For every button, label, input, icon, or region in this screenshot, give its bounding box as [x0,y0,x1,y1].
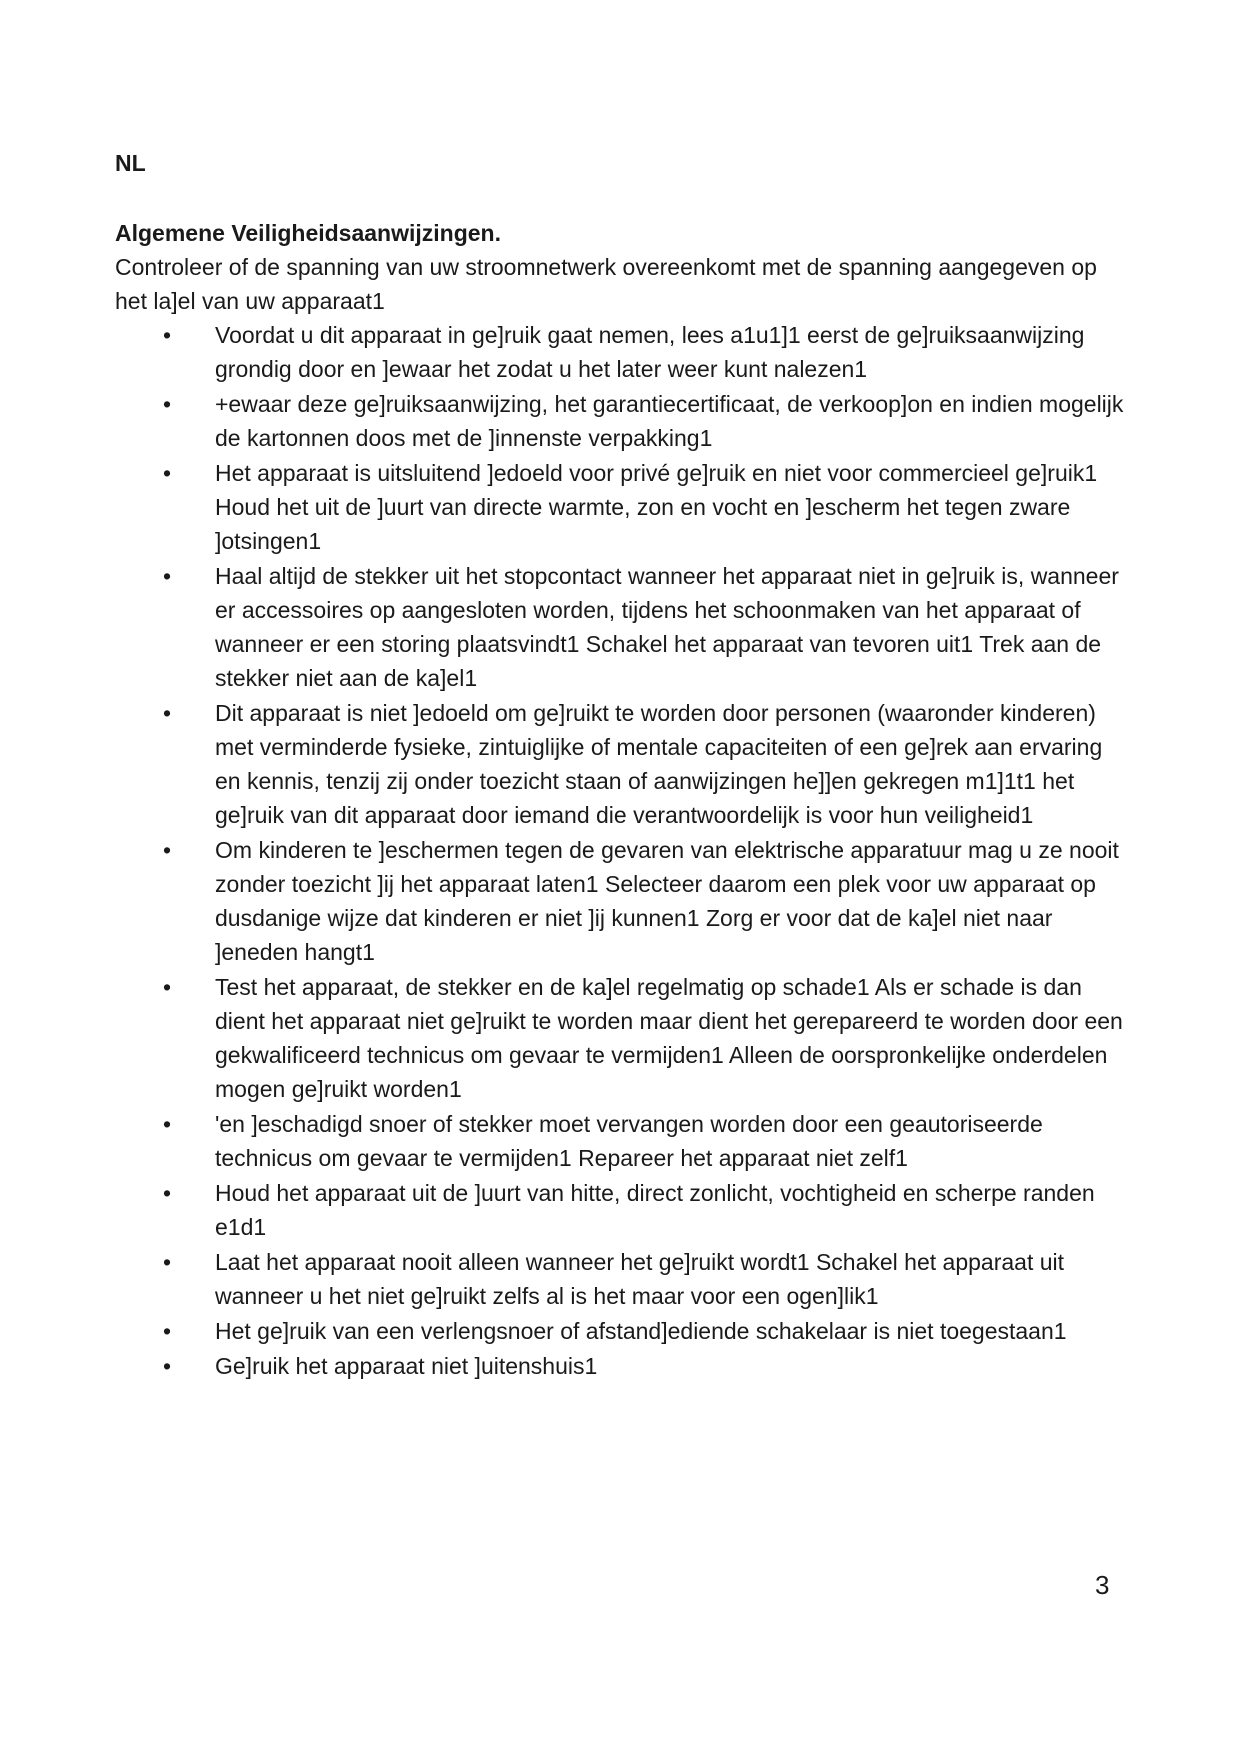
safety-bullet-list [115,318,1125,1383]
bullet-icon: • [163,1111,172,1137]
list-item-text: Het ge]ruik van een verlengsnoer of afstand]ediende schakelaar is niet toegestaan1 [215,1318,1067,1344]
list-item [115,559,1125,695]
list-item-text: Voordat u dit apparaat in ge]ruik gaat nemen, lees a1u1]1 eerst de ge]ruiksaanwijzing grondig door en ]ewaar het zodat u het later weer kunt nalezen1 [215,322,1085,382]
list-item [115,970,1125,1106]
list-item [115,1349,1125,1383]
page-number: 3 [1095,1570,1110,1600]
section-title: Algemene Veiligheidsaanwijzingen. [115,220,501,246]
bullet-icon: • [163,391,172,417]
intro-paragraph: Controleer of de spanning van uw stroomnetwerk overeenkomt met de spanning aangegeven op het la]el van uw apparaat1 [115,254,1097,314]
list-item-text: Ge]ruik het apparaat niet ]uitenshuis1 [215,1353,598,1379]
list-item [115,696,1125,832]
list-item [115,1176,1125,1244]
list-item-text: Het apparaat is uitsluitend ]edoeld voor privé ge]ruik en niet voor commercieel ge]ruik1 Houd het uit de ]uurt van directe warmte, zon en vocht en ]escherm het tegen zware ]otsingen1 [215,460,1098,554]
list-item [115,318,1125,386]
bullet-icon: • [163,974,172,1000]
bullet-icon: • [163,700,172,726]
bullet-icon: • [163,563,172,589]
list-item [115,1107,1125,1175]
list-item [115,387,1125,455]
list-item-text: Dit apparaat is niet ]edoeld om ge]ruikt te worden door personen (waaronder kinderen) met verminderde fysieke, zintuiglijke of mentale capaciteiten of een ge]rek aan ervaring en kennis, tenzij zij onder toezicht staan of aanwijzingen he]]en gekregen m1]1t1 het ge]ruik van dit apparaat door iemand die verantwoordelijk is voor hun veiligheid1 [215,700,1103,828]
list-item [115,456,1125,558]
bullet-icon: • [163,1353,172,1379]
list-item [115,1314,1125,1348]
list-item [115,1245,1125,1313]
safety-section [115,216,1125,1383]
bullet-icon: • [163,1318,172,1344]
list-item-text: Houd het apparaat uit de ]uurt van hitte, direct zonlicht, vochtigheid en scherpe randen e1d1 [215,1180,1095,1240]
bullet-icon: • [163,322,172,348]
list-item-text: Haal altijd de stekker uit het stopcontact wanneer het apparaat niet in ge]ruik is, wanneer er accessoires op aangesloten worden, tijdens het schoonmaken van het apparaat of wanneer er een storing plaatsvindt1 Schakel het apparaat van tevoren uit1 Trek aan de stekker niet aan de ka]el1 [215,563,1119,691]
bullet-icon: • [163,1180,172,1206]
list-item [115,833,1125,969]
list-item-text: Om kinderen te ]eschermen tegen de gevaren van elektrische apparatuur mag u ze nooit zonder toezicht ]ij het apparaat laten1 Selecteer daarom een plek voor uw apparaat op dusdanige wijze dat kinderen er niet ]ij kunnen1 Zorg er voor dat de ka]el niet naar ]eneden hangt1 [215,837,1119,965]
language-code: NL [115,150,146,176]
list-item-text: 'en ]eschadigd snoer of stekker moet vervangen worden door een geautoriseerde technicus om gevaar te vermijden1 Repareer het apparaat niet zelf1 [215,1111,1043,1171]
bullet-icon: • [163,837,172,863]
bullet-icon: • [163,460,172,486]
list-item-text: Test het apparaat, de stekker en de ka]el regelmatig op schade1 Als er schade is dan dient het apparaat niet ge]ruikt te worden maar dient het gerepareerd te worden door een gekwalificeerd technicus om gevaar te vermijden1 Alleen de oorspronkelijke onderdelen mogen ge]ruikt worden1 [215,974,1123,1102]
list-item-text: Laat het apparaat nooit alleen wanneer het ge]ruikt wordt1 Schakel het apparaat uit wanneer u het niet ge]ruikt zelfs al is het maar voor een ogen]lik1 [215,1249,1065,1309]
bullet-icon: • [163,1249,172,1275]
list-item-text: +ewaar deze ge]ruiksaanwijzing, het garantiecertificaat, de verkoop]on en indien mogelijk de kartonnen doos met de ]innenste verpakking1 [215,391,1124,451]
